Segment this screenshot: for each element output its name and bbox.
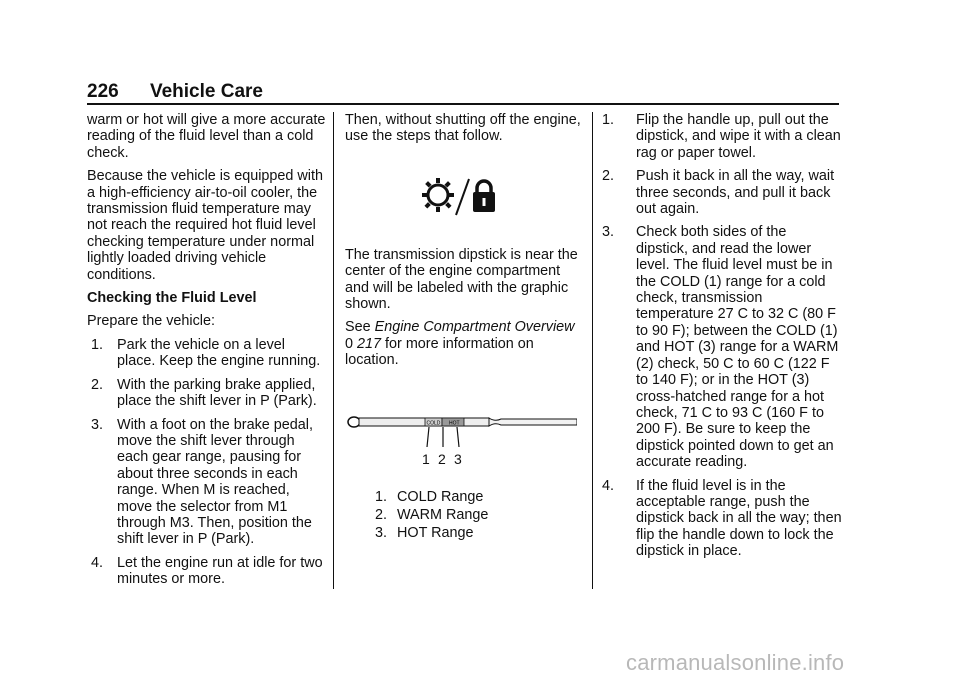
section-title: Vehicle Care (149, 81, 264, 102)
step-text: With a foot on the brake pedal, move the shift lever through each gear range, pausing for about three seconds in each range. When M is reached, move the selector from M1 through M3. Then, position the shift lever in P (Park). (117, 416, 313, 548)
column-3 (602, 112, 842, 567)
dipstick-illustration (345, 409, 577, 449)
paragraph: Prepare the vehicle: (87, 313, 215, 330)
dipstick-number-labels (422, 451, 470, 467)
step-number: 2. (602, 168, 615, 185)
page-header (87, 81, 263, 103)
column-divider (333, 112, 334, 589)
column-2 (345, 112, 583, 544)
step-text: Park the vehicle on a level place. Keep the engine running. (117, 336, 321, 370)
list-item (602, 478, 842, 560)
page-reference[interactable]: 217 (357, 335, 382, 352)
column-1 (87, 112, 327, 595)
label-3: 3 (454, 450, 462, 467)
step-number: 3. (602, 224, 615, 241)
dipstick-steps-list (602, 112, 842, 560)
step-text: Flip the handle up, pull out the dipstick, and wipe it with a clean rag or paper towel. (636, 112, 841, 161)
step-number: 1. (602, 112, 615, 128)
header-rule (87, 103, 839, 105)
hot-mark: HOT (449, 420, 460, 427)
paragraph: The transmission dipstick is near the center of the engine compartment and will be labeled with the graphic shown. (345, 246, 578, 313)
list-item (602, 224, 842, 470)
list-item (602, 168, 842, 217)
gear-slash-lock-icon (422, 173, 500, 219)
prepare-steps-list (87, 337, 327, 588)
list-item (87, 377, 327, 410)
legend-item: 3. HOT Range (375, 525, 474, 542)
list-item (602, 112, 842, 161)
step-text: If the fluid level is in the acceptable range, push the dipstick back in all the way; then flip the handle down to lock the dipstick in place. (636, 477, 842, 560)
subheading: Checking the Fluid Level (87, 290, 257, 307)
column-divider (592, 112, 593, 589)
step-number: 1. (91, 336, 104, 353)
paragraph: warm or hot will give a more accurate reading of the fluid level than a cold check. (87, 112, 326, 161)
page-number: 226 (87, 81, 119, 102)
page-ref-symbol: 0 (345, 335, 354, 352)
cold-mark: COLD (426, 420, 441, 427)
list-item (87, 555, 327, 588)
step-number: 3. (91, 416, 104, 433)
watermark: carmanualsonline.info (626, 650, 845, 675)
dipstick-diagram (345, 409, 583, 469)
label-1: 1 (422, 450, 430, 467)
legend-item: 1. COLD Range (375, 488, 484, 505)
step-text: With the parking brake applied, place the shift lever in P (Park). (117, 376, 317, 410)
transmission-symbol (345, 173, 583, 219)
step-number: 2. (91, 376, 104, 393)
cross-reference-link[interactable]: Engine Compartment Overview (374, 319, 575, 336)
step-text: Check both sides of the dipstick, and read the lower level. The fluid level must be in the COLD (1) range for a cold check, transmission temperature 27 C to 32 C (80 F to 90 F); between the COLD (1) and HOT (3) range for a WARM (2) check, 50 C to 60 C (122 F to 140 F); or in the HOT (3) cross-hatched range for a hot check, 71 C to 93 C (160 F to 200 F). Be sure to keep the dipstick pointed down to get an accurate reading. (636, 224, 839, 471)
paragraph: Then, without shutting off the engine, use the steps that follow. (345, 112, 581, 145)
step-text: Let the engine run at idle for two minutes or more. (117, 554, 323, 588)
label-2: 2 (438, 450, 446, 467)
list-item (87, 337, 327, 370)
step-number: 4. (602, 477, 615, 494)
step-number: 4. (91, 554, 104, 571)
step-text: Push it back in all the way, wait three seconds, and pull it back out again. (636, 168, 835, 218)
list-item (87, 417, 327, 548)
dipstick-legend (345, 489, 583, 542)
legend-item: 2. WARM Range (375, 507, 489, 524)
paragraph: Because the vehicle is equipped with a high-efficiency air-to-oil cooler, the transmission fluid temperature may not reach the required hot fluid level checking temperature under normal lightly loaded driving vehicle conditions. (87, 168, 323, 283)
paragraph: See Engine Compartment Overview 0 217 for more information on location. (345, 319, 575, 369)
